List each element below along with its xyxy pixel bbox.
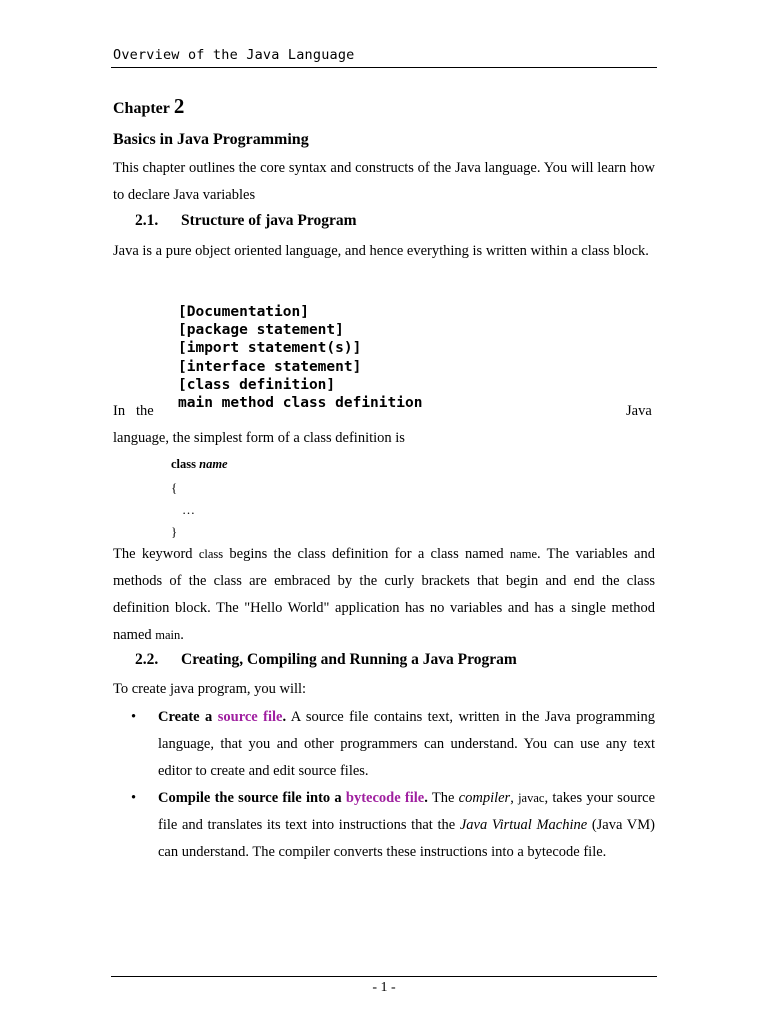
structure-line: [import statement(s)]	[178, 340, 362, 357]
bullet-icon: •	[131, 709, 137, 725]
in-the-text: In the	[113, 403, 154, 419]
code-close-brace: }	[171, 524, 178, 539]
inline-code: class	[198, 547, 224, 561]
java-text: Java	[626, 403, 652, 419]
steps-list	[113, 704, 655, 866]
heading-number: 2.2.	[135, 651, 159, 668]
chapter-heading	[113, 94, 184, 119]
inline-code: main	[155, 628, 181, 642]
bytecode-file-link[interactable]: bytecode file	[345, 790, 425, 806]
running-header: Overview of the Java Language	[113, 47, 355, 63]
code-class-line	[171, 457, 228, 472]
simplest-form-text: language, the simplest form of a class definition is	[113, 430, 405, 446]
page-number: - 1 -	[372, 980, 396, 995]
inline-code: javac	[518, 791, 545, 805]
code-ellipsis: …	[182, 502, 195, 517]
heading-title: Structure of java Program	[181, 212, 357, 229]
inline-code: name	[509, 547, 537, 561]
heading-number: 2.1.	[135, 212, 159, 229]
code-keyword: class	[171, 457, 196, 471]
structure-line: main method class definition	[178, 395, 423, 412]
header-rule	[111, 67, 657, 68]
heading-title: Creating, Compiling and Running a Java Program	[181, 651, 517, 668]
source-file-link[interactable]: source file	[217, 709, 283, 725]
s22-lead: To create java program, you will:	[113, 681, 307, 697]
heading-2-2	[135, 651, 517, 669]
keyword-paragraph: The keyword class begins the class definition for a class named name. The variables and methods of the class are embraced by the curly brackets that begin and end the class definition block. The "Hello World" application has no variables and has a single method named main.	[113, 546, 655, 643]
chapter-label: Chapter	[113, 100, 170, 117]
list-item: • Create a source file. A source file contains text, written in the Java programming language, that you and other programmers can understand. You can use any text editor to create and edit source files.	[113, 704, 655, 785]
structure-line: [interface statement]	[178, 358, 362, 375]
s21-paragraph: Java is a pure object oriented language, and hence everything is written within a class block.	[113, 243, 649, 259]
section-title: Basics in Java Programming	[113, 131, 309, 148]
footer-rule	[111, 976, 657, 977]
list-item: • Compile the source file into a bytecode file. The compiler, javac, takes your source file and translates its text into instructions that the Java Virtual Machine (Java VM) can understand. The compiler converts these instructions into a bytecode file.	[113, 785, 655, 866]
code-open-brace: {	[171, 480, 178, 495]
intro-paragraph: This chapter outlines the core syntax and constructs of the Java language. You will learn how to declare Java variables	[113, 160, 655, 203]
structure-line: [package statement]	[178, 322, 344, 339]
structure-line: [class definition]	[178, 376, 336, 393]
heading-2-1	[135, 212, 356, 230]
chapter-number: 2	[173, 94, 185, 118]
structure-line: [Documentation]	[178, 304, 309, 320]
program-structure-list	[178, 303, 422, 412]
bullet-icon: •	[131, 790, 137, 806]
code-name: name	[199, 457, 228, 471]
